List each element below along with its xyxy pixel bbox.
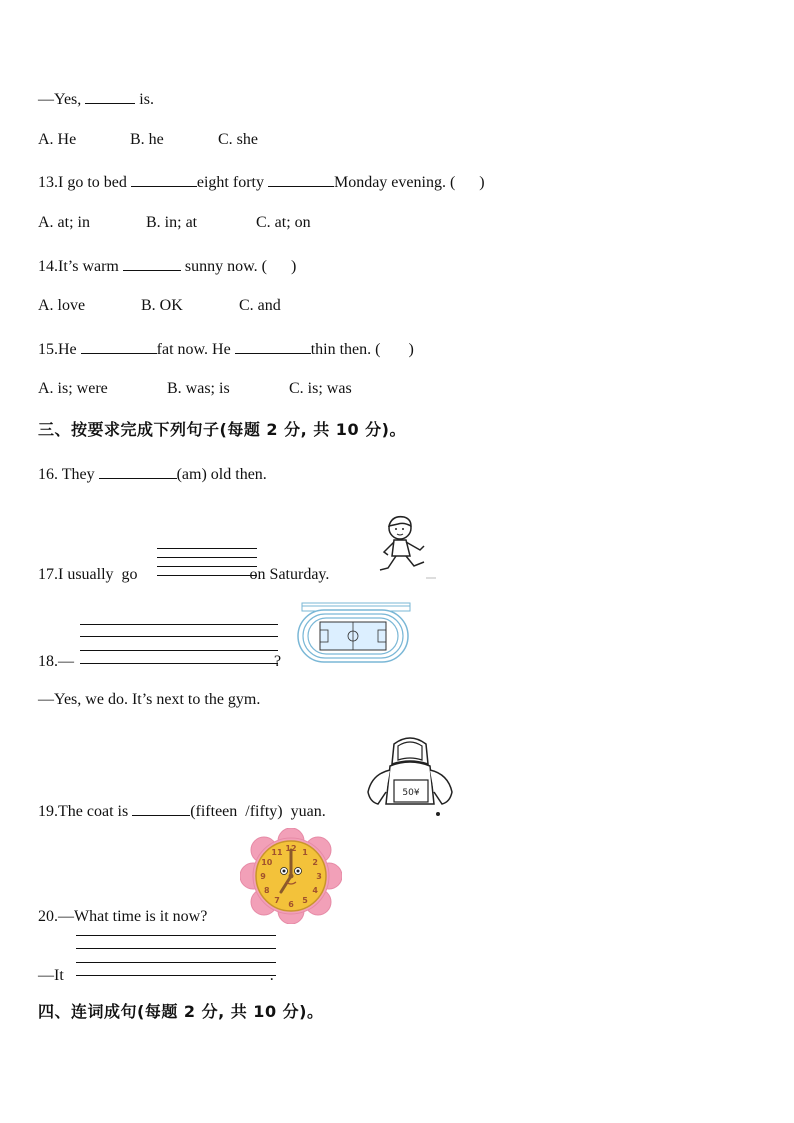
q20-answer: [38, 966, 274, 986]
option-a[interactable]: A. love: [38, 297, 86, 314]
answer-blank[interactable]: [235, 338, 311, 354]
section-3-heading: 三、按要求完成下列句子(每题 2 分, 共 10 分)。: [38, 420, 406, 439]
question-number: 20.: [38, 908, 58, 925]
q12-prefix: —Yes,: [38, 91, 82, 108]
playground-image: [296, 602, 412, 664]
writing-line: [157, 557, 257, 558]
writing-line: [80, 650, 278, 651]
writing-line: [157, 566, 257, 567]
question-number: 17.: [38, 566, 58, 583]
question-text: The coat is: [58, 803, 129, 820]
section-4-heading: 四、连词成句(每题 2 分, 共 10 分)。: [38, 1002, 324, 1021]
price-tag: 50¥: [402, 788, 420, 798]
answer-suffix: .: [269, 967, 274, 984]
question-text: on Saturday.: [249, 566, 330, 583]
option-a[interactable]: A. at; in: [38, 214, 90, 231]
clock-number: 9: [260, 872, 266, 881]
answer-blank[interactable]: [81, 338, 157, 354]
question-text: eight forty: [196, 174, 264, 191]
question-text: I go to bed: [58, 174, 127, 191]
answer-blank[interactable]: [85, 88, 135, 104]
question-number: 16.: [38, 466, 58, 483]
question-16: [38, 463, 267, 485]
q18-answer: —Yes, we do. It’s next to the gym.: [38, 691, 261, 708]
question-text: (fifteen /fifty) yuan.: [190, 803, 326, 820]
answer-blank[interactable]: [268, 171, 334, 187]
question-18: [38, 652, 281, 672]
q12-options: [38, 130, 258, 150]
writing-line: [157, 548, 257, 549]
writing-line: [80, 636, 278, 637]
option-c[interactable]: C. is; was: [289, 380, 352, 397]
answer-lines[interactable]: [157, 548, 257, 578]
q12-answer-line: [38, 88, 154, 110]
question-text: —What time is it now?: [58, 908, 208, 925]
q14-options: [38, 296, 281, 316]
answer-paren[interactable]: ( ): [375, 341, 414, 358]
clock-number: 6: [288, 900, 294, 909]
question-text: He: [58, 341, 77, 358]
clock-number: 5: [302, 896, 308, 906]
option-c[interactable]: C. at; on: [256, 214, 311, 231]
question-text: fat now. He: [156, 341, 231, 358]
clock-number: 8: [264, 886, 270, 895]
q12-suffix: is.: [139, 91, 154, 108]
clock-number: 1: [302, 847, 308, 857]
option-b[interactable]: B. in; at: [146, 214, 198, 231]
question-13: [38, 171, 485, 193]
answer-blank[interactable]: [132, 800, 190, 816]
option-b[interactable]: B. was; is: [167, 380, 230, 397]
question-number: 19.: [38, 803, 58, 820]
q13-options: [38, 213, 311, 233]
answer-prefix: —It: [38, 967, 64, 984]
question-number: 14.: [38, 258, 58, 275]
answer-paren[interactable]: ( ): [261, 258, 297, 275]
clock-number: 11: [271, 847, 283, 857]
q15-options: [38, 379, 352, 399]
question-19: [38, 800, 326, 822]
clock-number: 12: [285, 844, 297, 853]
option-a[interactable]: A. He: [38, 131, 77, 148]
question-text: thin then.: [310, 341, 372, 358]
option-c[interactable]: C. and: [239, 297, 281, 314]
option-b[interactable]: B. OK: [141, 297, 183, 314]
question-number: 18.: [38, 653, 58, 670]
question-15: [38, 338, 414, 360]
clock-number: 10: [261, 858, 273, 867]
writing-line: [80, 624, 278, 625]
question-number: 15.: [38, 341, 58, 358]
option-b[interactable]: B. he: [130, 131, 164, 148]
writing-line: [76, 935, 276, 936]
question-text: (am) old then.: [176, 466, 267, 483]
answer-paren[interactable]: ( ): [449, 174, 485, 191]
question-20: [38, 907, 207, 927]
clock-number: 7: [274, 896, 280, 906]
answer-blank[interactable]: [123, 255, 181, 271]
question-text: They: [61, 466, 95, 483]
question-text: Monday evening.: [333, 174, 446, 191]
clock-number: 4: [312, 886, 318, 895]
answer-blank[interactable]: [131, 171, 197, 187]
clock-image: [240, 828, 342, 924]
question-text: ?: [274, 653, 282, 670]
writing-line: [157, 575, 257, 576]
question-text: It’s warm: [58, 258, 119, 275]
question-text: sunny now.: [184, 258, 258, 275]
writing-line: [76, 948, 276, 949]
option-a[interactable]: A. is; were: [38, 380, 108, 397]
question-text: I usually go: [58, 566, 138, 583]
clock-number: 2: [312, 858, 318, 867]
running-boy-image: [378, 512, 438, 582]
question-number: 13.: [38, 174, 58, 191]
clock-number: 3: [316, 872, 322, 881]
option-c[interactable]: C. she: [218, 131, 258, 148]
question-text: —: [58, 653, 74, 670]
answer-blank[interactable]: [99, 463, 177, 479]
writing-line: [76, 962, 276, 963]
coat-image: [364, 734, 456, 818]
question-14: [38, 255, 296, 277]
